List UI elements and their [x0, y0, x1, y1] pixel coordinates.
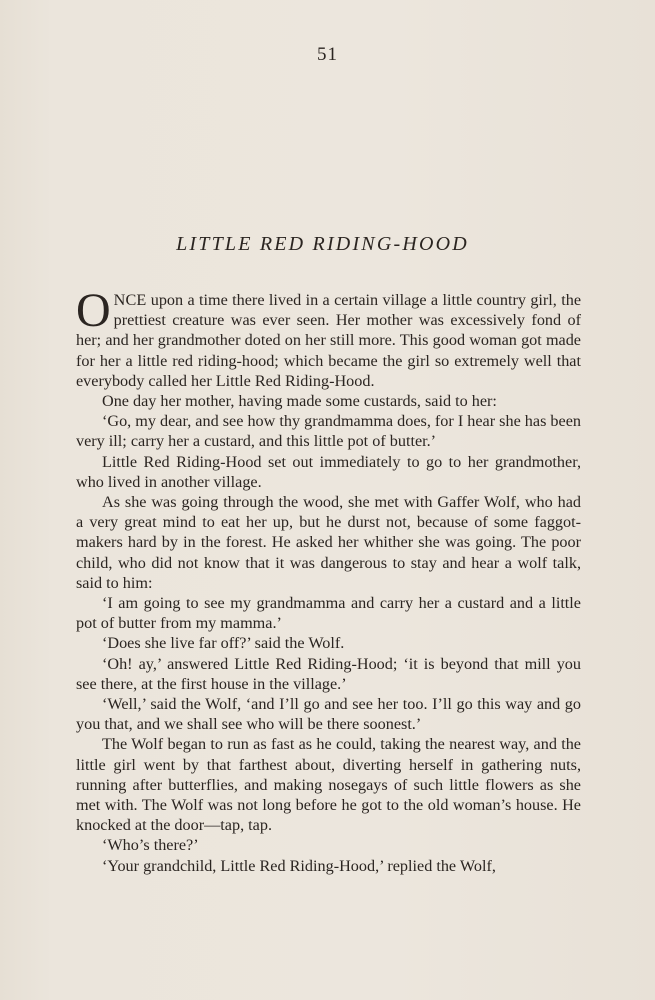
story-paragraph: The Wolf began to run as fast as he could, taking the nearest way, and the little girl went by that farthest about, diverting herself in gathering nuts, running after butterflies, and making nosegays of such little flowers as she met with. The Wolf was not long before he got to the old woman’s house. He knocked at the door—tap, tap.	[76, 735, 581, 835]
story-paragraph: ‘Oh! ay,’ answered Little Red Riding-Hood; ‘it is beyond that mill you see there, at the first house in the village.’	[76, 654, 581, 693]
page-number: 51	[317, 44, 338, 65]
story-body	[76, 284, 581, 876]
story-paragraph: ‘Well,’ said the Wolf, ‘and I’ll go and see her too. I’ll go this way and go you that, and we shall see who will be there soonest.’	[76, 695, 581, 734]
first-paragraph-text: upon a time there lived in a certain village a little country girl, the prettiest creature was ever seen. Her mother was excessively fond of her; and her grandmother doted on her still more. This good woman got made for her a little red riding-hood; which became the girl so extremely well that everybody called her Little Red Riding-Hood.	[76, 291, 581, 390]
story-title: LITTLE RED RIDING-HOOD	[176, 233, 469, 255]
story-paragraph: ‘I am going to see my grandmamma and carry her a custard and a little pot of butter from my mamma.’	[76, 594, 581, 633]
story-paragraph-first	[76, 284, 581, 391]
story-paragraph: ‘Does she live far off?’ said the Wolf.	[102, 634, 345, 653]
story-paragraph: ‘Who’s there?’	[102, 836, 199, 855]
drop-cap: O	[76, 284, 111, 337]
story-paragraph: As she was going through the wood, she met with Gaffer Wolf, who had a very great mind to eat her up, but he durst not, because of some faggot-makers hard by in the forest. He asked her whither she was going. The poor child, who did not know that it was dangerous to stay and hear a wolf talk, said to him:	[76, 493, 581, 592]
story-paragraph: ‘Go, my dear, and see how thy grandmamma does, for I hear she has been very ill; carry her a custard, and this little pot of butter.’	[76, 412, 581, 451]
story-paragraph: Little Red Riding-Hood set out immediately to go to her grandmother, who lived in another village.	[76, 452, 581, 491]
story-paragraph: ‘Your grandchild, Little Red Riding-Hood,’ replied the Wolf,	[102, 856, 496, 875]
first-word-rest: NCE	[113, 291, 147, 309]
story-paragraph: One day her mother, having made some custards, said to her:	[102, 392, 497, 411]
